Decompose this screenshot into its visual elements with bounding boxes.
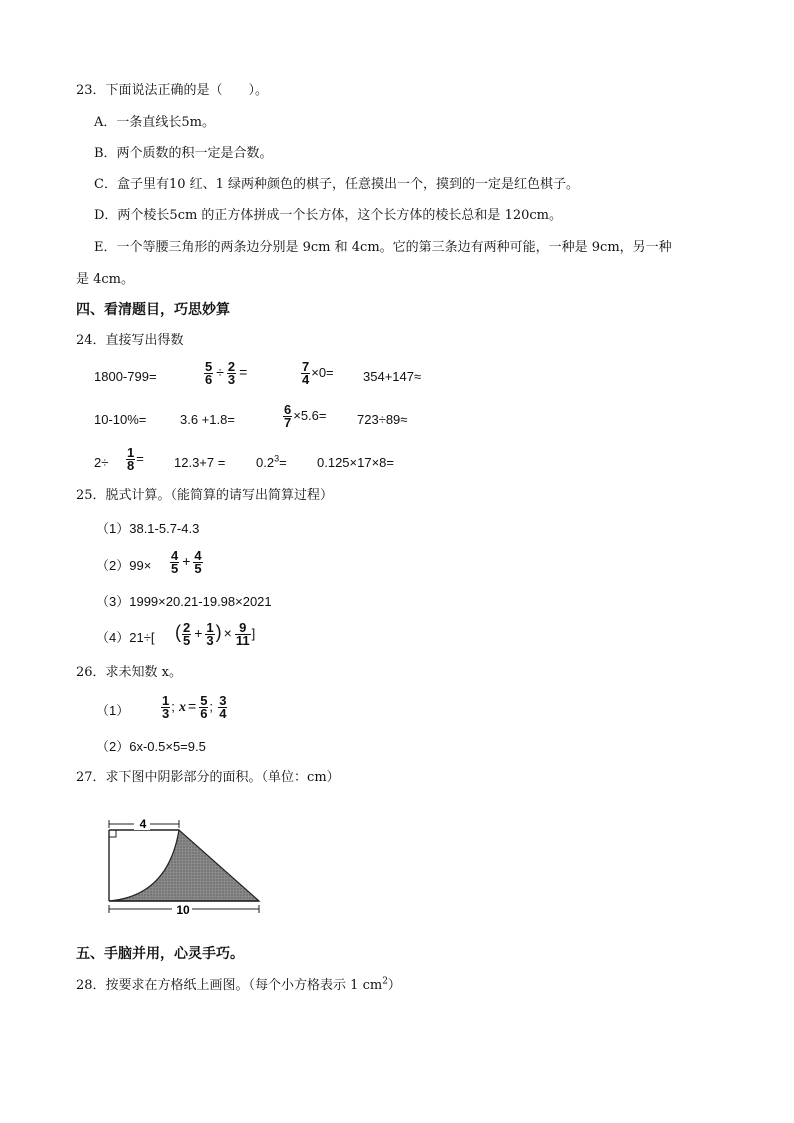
- fraction: $\frac{1}{8}$: [127, 445, 135, 473]
- q24-r2c2: 3.6 +1.8=: [180, 412, 235, 427]
- q23-option-e-line2: 是 4cm。: [76, 272, 135, 287]
- fraction: $\frac{5}{6}$: [205, 359, 213, 387]
- q25-p3: （3）1999×20.21-19.98×2021: [96, 594, 272, 609]
- q24-r2c3: $\frac{6}{7}$ ×5.6=: [284, 402, 327, 430]
- q27-stem: 27．求下图中阴影部分的面积。（单位：cm）: [76, 770, 340, 785]
- section-4-heading: 四、看清题目，巧思妙算: [76, 302, 230, 318]
- q25-p4-prefix: （4）21÷[: [96, 630, 155, 645]
- q24-r3c1-prefix: 2÷: [94, 455, 109, 470]
- q24-r1c1: 1800-799=: [94, 369, 157, 384]
- q23-option-b: B．两个质数的积一定是合数。: [94, 146, 273, 161]
- fraction: $\frac{5}{6}$: [200, 693, 208, 721]
- q24-r1c2: $\frac{5}{6}$ ÷ $\frac{2}{3}$ =: [205, 359, 248, 387]
- fraction: $\frac{1}{3}$: [206, 620, 214, 648]
- q23-stem: 23．下面说法正确的是（ ）。: [76, 83, 269, 98]
- fraction: $\frac{9}{11}$: [235, 620, 250, 648]
- fraction: $\frac{3}{4}$: [219, 693, 227, 721]
- q25-p2: $\frac{4}{5}$ + $\frac{4}{5}$: [171, 548, 202, 576]
- q26-p1-prefix: （1）: [96, 703, 130, 718]
- fraction: $\frac{4}{5}$: [194, 548, 202, 576]
- q23-option-c: C．盒子里有10 红、1 绿两种颜色的棋子，任意摸出一个，摸到的一定是红色棋子。: [94, 177, 580, 192]
- fraction: $\frac{7}{4}$: [302, 359, 310, 387]
- q24-r1c4: 354+147≈: [363, 369, 422, 384]
- fraction: $\frac{4}{5}$: [171, 548, 179, 576]
- q24-r3c3: $0.2^3=$: [256, 453, 287, 470]
- q25-p2-prefix: （2）99×: [96, 558, 152, 573]
- right-angle-mark: [109, 830, 116, 837]
- q24-r3c4: 0.125×17×8=: [317, 455, 394, 470]
- q24-r2c4: 723÷89≈: [357, 412, 408, 427]
- q24-stem: 24．直接写出得数: [76, 333, 184, 348]
- fraction: $\frac{6}{7}$: [284, 402, 292, 430]
- q26-stem: 26．求未知数 x。: [76, 665, 183, 680]
- q28-stem: 28．按要求在方格纸上画图。（每个小方格表示 1 $cm^2$）: [76, 976, 401, 993]
- q25-p4: ( $\frac{2}{5}$ + $\frac{1}{3}$ ) × $\frac{9}{11}$ ]: [175, 620, 256, 648]
- fraction: $\frac{2}{3}$: [227, 359, 236, 387]
- q23-option-d: D．两个棱长5cm 的正方体拼成一个长方体，这个长方体的棱长总和是 120cm。: [94, 208, 562, 223]
- q26-p1: $\frac{1}{3}$ ; x = $\frac{5}{6}$ ; $\frac{3}{4}$: [162, 693, 227, 721]
- q25-stem: 25．脱式计算。（能简算的请写出简算过程）: [76, 488, 334, 503]
- top-length-label: 4: [139, 817, 147, 831]
- q23-option-a: A．一条直线长5m。: [94, 115, 215, 130]
- q24-r2c1: 10-10%=: [94, 412, 147, 427]
- fraction: $\frac{2}{5}$: [183, 620, 191, 648]
- bottom-length-label: 10: [176, 903, 190, 917]
- q24-r3c2: 12.3+7 =: [174, 455, 226, 470]
- shaded-area-figure: [96, 810, 276, 920]
- q25-p1: （1）38.1-5.7-4.3: [96, 521, 200, 536]
- q24-r1c3: $\frac{7}{4}$ ×0=: [302, 359, 334, 387]
- q23-option-e-line1: E．一个等腰三角形的两条边分别是 9cm 和 4cm。它的第三条边有两种可能，一种是 9cm，另一种: [94, 240, 672, 255]
- q26-p2: （2）6x-0.5×5=9.5: [96, 739, 206, 754]
- section-5-heading: 五、手脑并用，心灵手巧。: [76, 946, 244, 962]
- fraction: $\frac{1}{3}$: [162, 693, 170, 721]
- shaded-region: [109, 830, 259, 901]
- q24-r3c1: $\frac{1}{8}$ =: [127, 445, 144, 473]
